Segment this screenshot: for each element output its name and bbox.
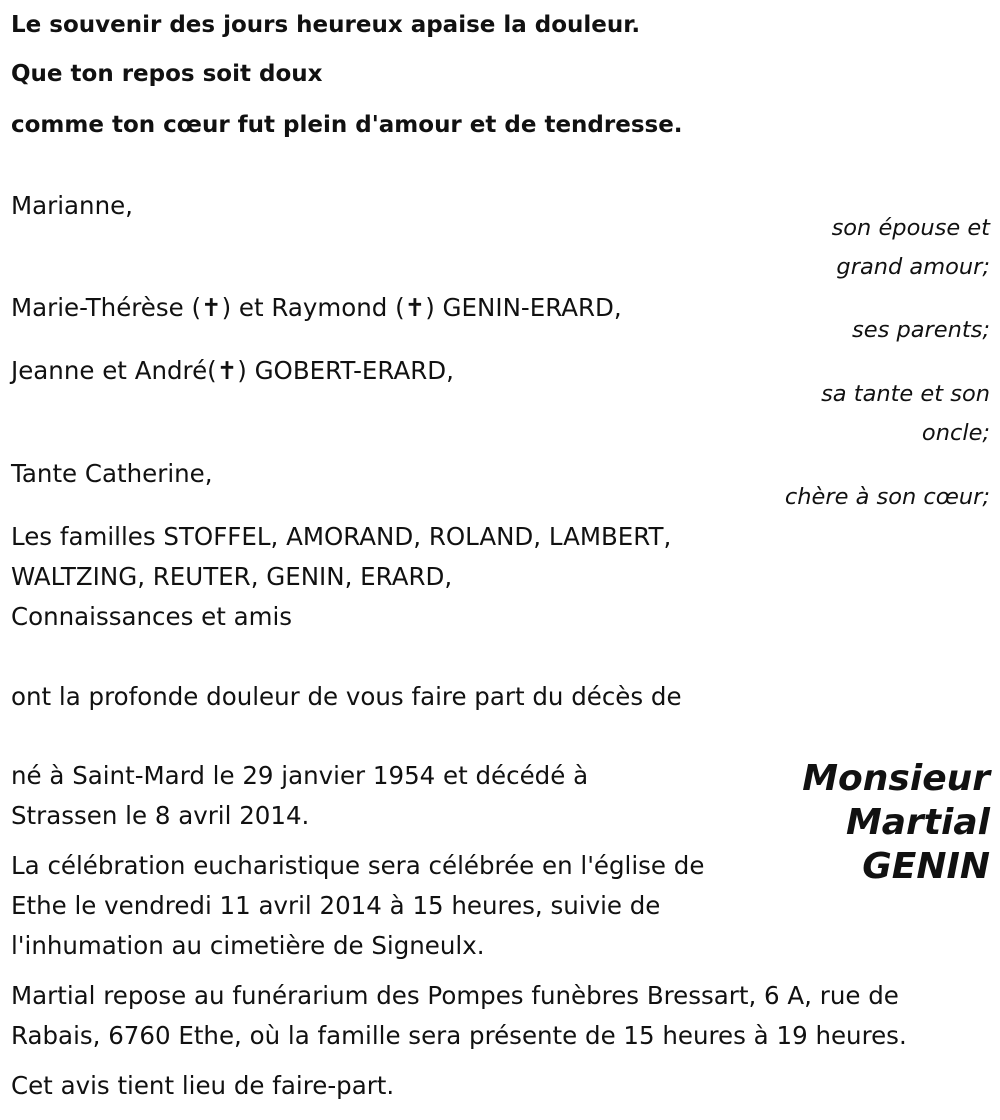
deceased-name-block (730, 757, 990, 889)
friends-line: Connaissances et amis (11, 602, 293, 631)
mourner-name-2: Marie-Thérèse (✝) et Raymond (✝) GENIN-ERARD, (11, 293, 622, 322)
ceremony-details: La célébration eucharistique sera célébrée en l'église de Ethe le vendredi 11 avril 2014 à 15 heures, suivie de l'inhumation au cimetière de Signeulx. (11, 851, 705, 960)
birth-death-details: né à Saint-Mard le 29 janvier 1954 et décédé à Strassen le 8 avril 2014. (11, 761, 589, 830)
deceased-last-name: GENIN (862, 846, 990, 887)
announcement: ont la profonde douleur de vous faire part du décès de (11, 682, 682, 711)
deceased-first-name: Martial (845, 802, 990, 843)
mourner-relation-4: chère à son cœur; (784, 484, 990, 510)
quote-line-3: comme ton cœur fut plein d'amour et de tendresse. (11, 112, 683, 138)
deceased-title: Monsieur (802, 758, 990, 799)
mourner-name-3: Jeanne et André(✝) GOBERT-ERARD, (11, 356, 454, 385)
mourner-relation-3: sa tante et son oncle; (821, 381, 990, 446)
funerarium-details: Martial repose au funérarium des Pompes funèbres Bressart, 6 A, rue de Rabais, 6760 Ethe, où la famille sera présente de 15 heures à 19 heures. (11, 981, 907, 1050)
mourner-name-4: Tante Catherine, (11, 459, 213, 488)
quote-line-2: Que ton repos soit doux (11, 61, 323, 87)
mourner-relation-2: ses parents; (852, 317, 990, 343)
mourner-relation-1: son épouse et grand amour; (831, 215, 990, 280)
closing-note: Cet avis tient lieu de faire-part. (11, 1071, 395, 1100)
quote-line-1: Le souvenir des jours heureux apaise la douleur. (11, 12, 641, 38)
families-list: Les familles STOFFEL, AMORAND, ROLAND, LAMBERT, WALTZING, REUTER, GENIN, ERARD, (11, 522, 672, 591)
mourner-name-1: Marianne, (11, 191, 133, 220)
